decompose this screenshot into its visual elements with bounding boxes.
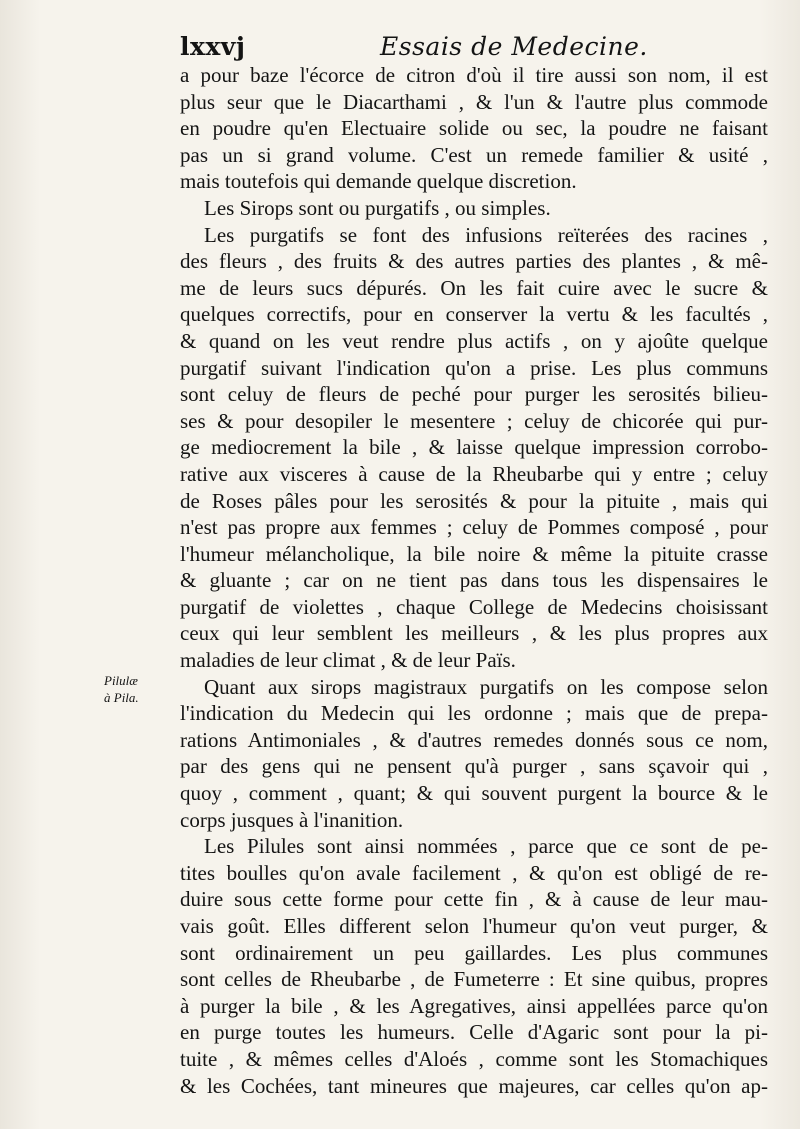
text-line: corps jusques à l'inanition.: [180, 807, 404, 832]
text-line: sont celuy de fleurs de peché pour purger les serosités bilieu-: [180, 382, 768, 407]
text-line: Quant aux sirops magistraux purgatifs on les compose selon: [204, 674, 768, 699]
text-line: ses & pour desopiler le mesentere ; celuy de chicorée qui pur-: [180, 408, 768, 433]
text-line: plus seur que le Diacarthami , & l'un & l'autre plus commode: [180, 89, 768, 114]
text-line: à purger la bile , & les Agregatives, ainsi appellées parce qu'on: [180, 993, 768, 1018]
text-line: tuite , & mêmes celles d'Aloés , comme sont les Stomachiques: [180, 1046, 768, 1071]
text-line: maladies de leur climat , & de leur Païs.: [180, 648, 516, 673]
page-number: lxxvj: [180, 32, 246, 61]
text-line: me de leurs sucs dépurés. On les fait cuire avec le sucre &: [180, 275, 768, 300]
text-line: ge mediocrement la bile , & laisse quelque impression corrobo-: [180, 435, 768, 460]
text-line: Les purgatifs se font des infusions reïterées des racines ,: [204, 222, 768, 247]
text-line: a pour baze l'écorce de citron d'où il tire aussi son nom, il est: [180, 63, 768, 87]
margin-note: [104, 672, 174, 706]
text-line: & les Cochées, tant mineures que majeures, car celles qu'on ap-: [180, 1073, 768, 1098]
text-line: rative aux visceres à cause de la Rheubarbe qui y entre ; celuy: [180, 461, 768, 486]
text-line: en poudre qu'en Electuaire solide ou sec, la poudre ne faisant: [180, 116, 768, 141]
text-line: par des gens qui ne pensent qu'à purger , sans sçavoir qui ,: [180, 754, 768, 779]
text-line: sont celles de Rheubarbe , de Fumeterre : Et sine quibus, propres: [180, 967, 768, 992]
text-line: n'est pas propre aux femmes ; celuy de Pommes composé , pour: [180, 515, 768, 540]
text-line: & quand on les veut rendre plus actifs , on y ajoûte quelque: [180, 328, 768, 353]
text-line: quelques correctifs, pour en conserver la vertu & les facultés ,: [180, 302, 768, 327]
text-line: Les Pilules sont ainsi nommées , parce que ce sont de pe-: [204, 834, 768, 859]
margin-note-line: Pilulæ: [104, 673, 138, 688]
text-line: en purge toutes les humeurs. Celle d'Agaric sont pour la pi-: [180, 1020, 768, 1045]
text-line: de Roses pâles pour les serosités & pour la pituite , mais qui: [180, 488, 768, 513]
text-line: quoy , comment , quant; & qui souvent purgent la bource & le: [180, 781, 768, 806]
text-line: mais toutefois qui demande quelque discretion.: [180, 169, 577, 194]
text-line: duire sous cette forme pour cette fin , & à cause de leur mau-: [180, 887, 768, 912]
text-line: vais goût. Elles different selon l'humeur qu'on veut purger, &: [180, 914, 768, 938]
text-line: rations Antimoniales , & d'autres remedes donnés sous ce nom,: [180, 727, 768, 752]
margin-note-line: à Pila.: [104, 690, 139, 705]
text-line: & gluante ; car on ne tient pas dans tous les dispensaires le: [180, 568, 768, 593]
text-line: ceux qui leur semblent les meilleurs , & les plus propres aux: [180, 621, 768, 646]
text-line: purgatif de violettes , chaque College de Medecins choisissant: [180, 594, 768, 619]
text-line: pas un si grand volume. C'est un remede familier & usité ,: [180, 142, 768, 167]
text-line: sont ordinairement un peu gaillardes. Les plus communes: [180, 940, 768, 965]
running-title: Essais de Medecine.: [380, 32, 648, 61]
text-line: l'humeur mélancholique, la bile noire & même la pituite crasse: [180, 541, 768, 566]
text-line: tites boulles qu'on avale facilement , & qu'on est obligé de re-: [180, 860, 768, 885]
text-line: purgatif suivant l'indication qu'on a prise. Les plus communs: [180, 355, 768, 380]
text-line: Les Sirops sont ou purgatifs , ou simples.: [204, 195, 551, 220]
text-line: l'indication du Medecin qui les ordonne ; mais que de prepa-: [180, 701, 768, 726]
text-line: des fleurs , des fruits & des autres parties des plantes , & mê-: [180, 249, 768, 274]
body-text: [180, 62, 768, 1099]
